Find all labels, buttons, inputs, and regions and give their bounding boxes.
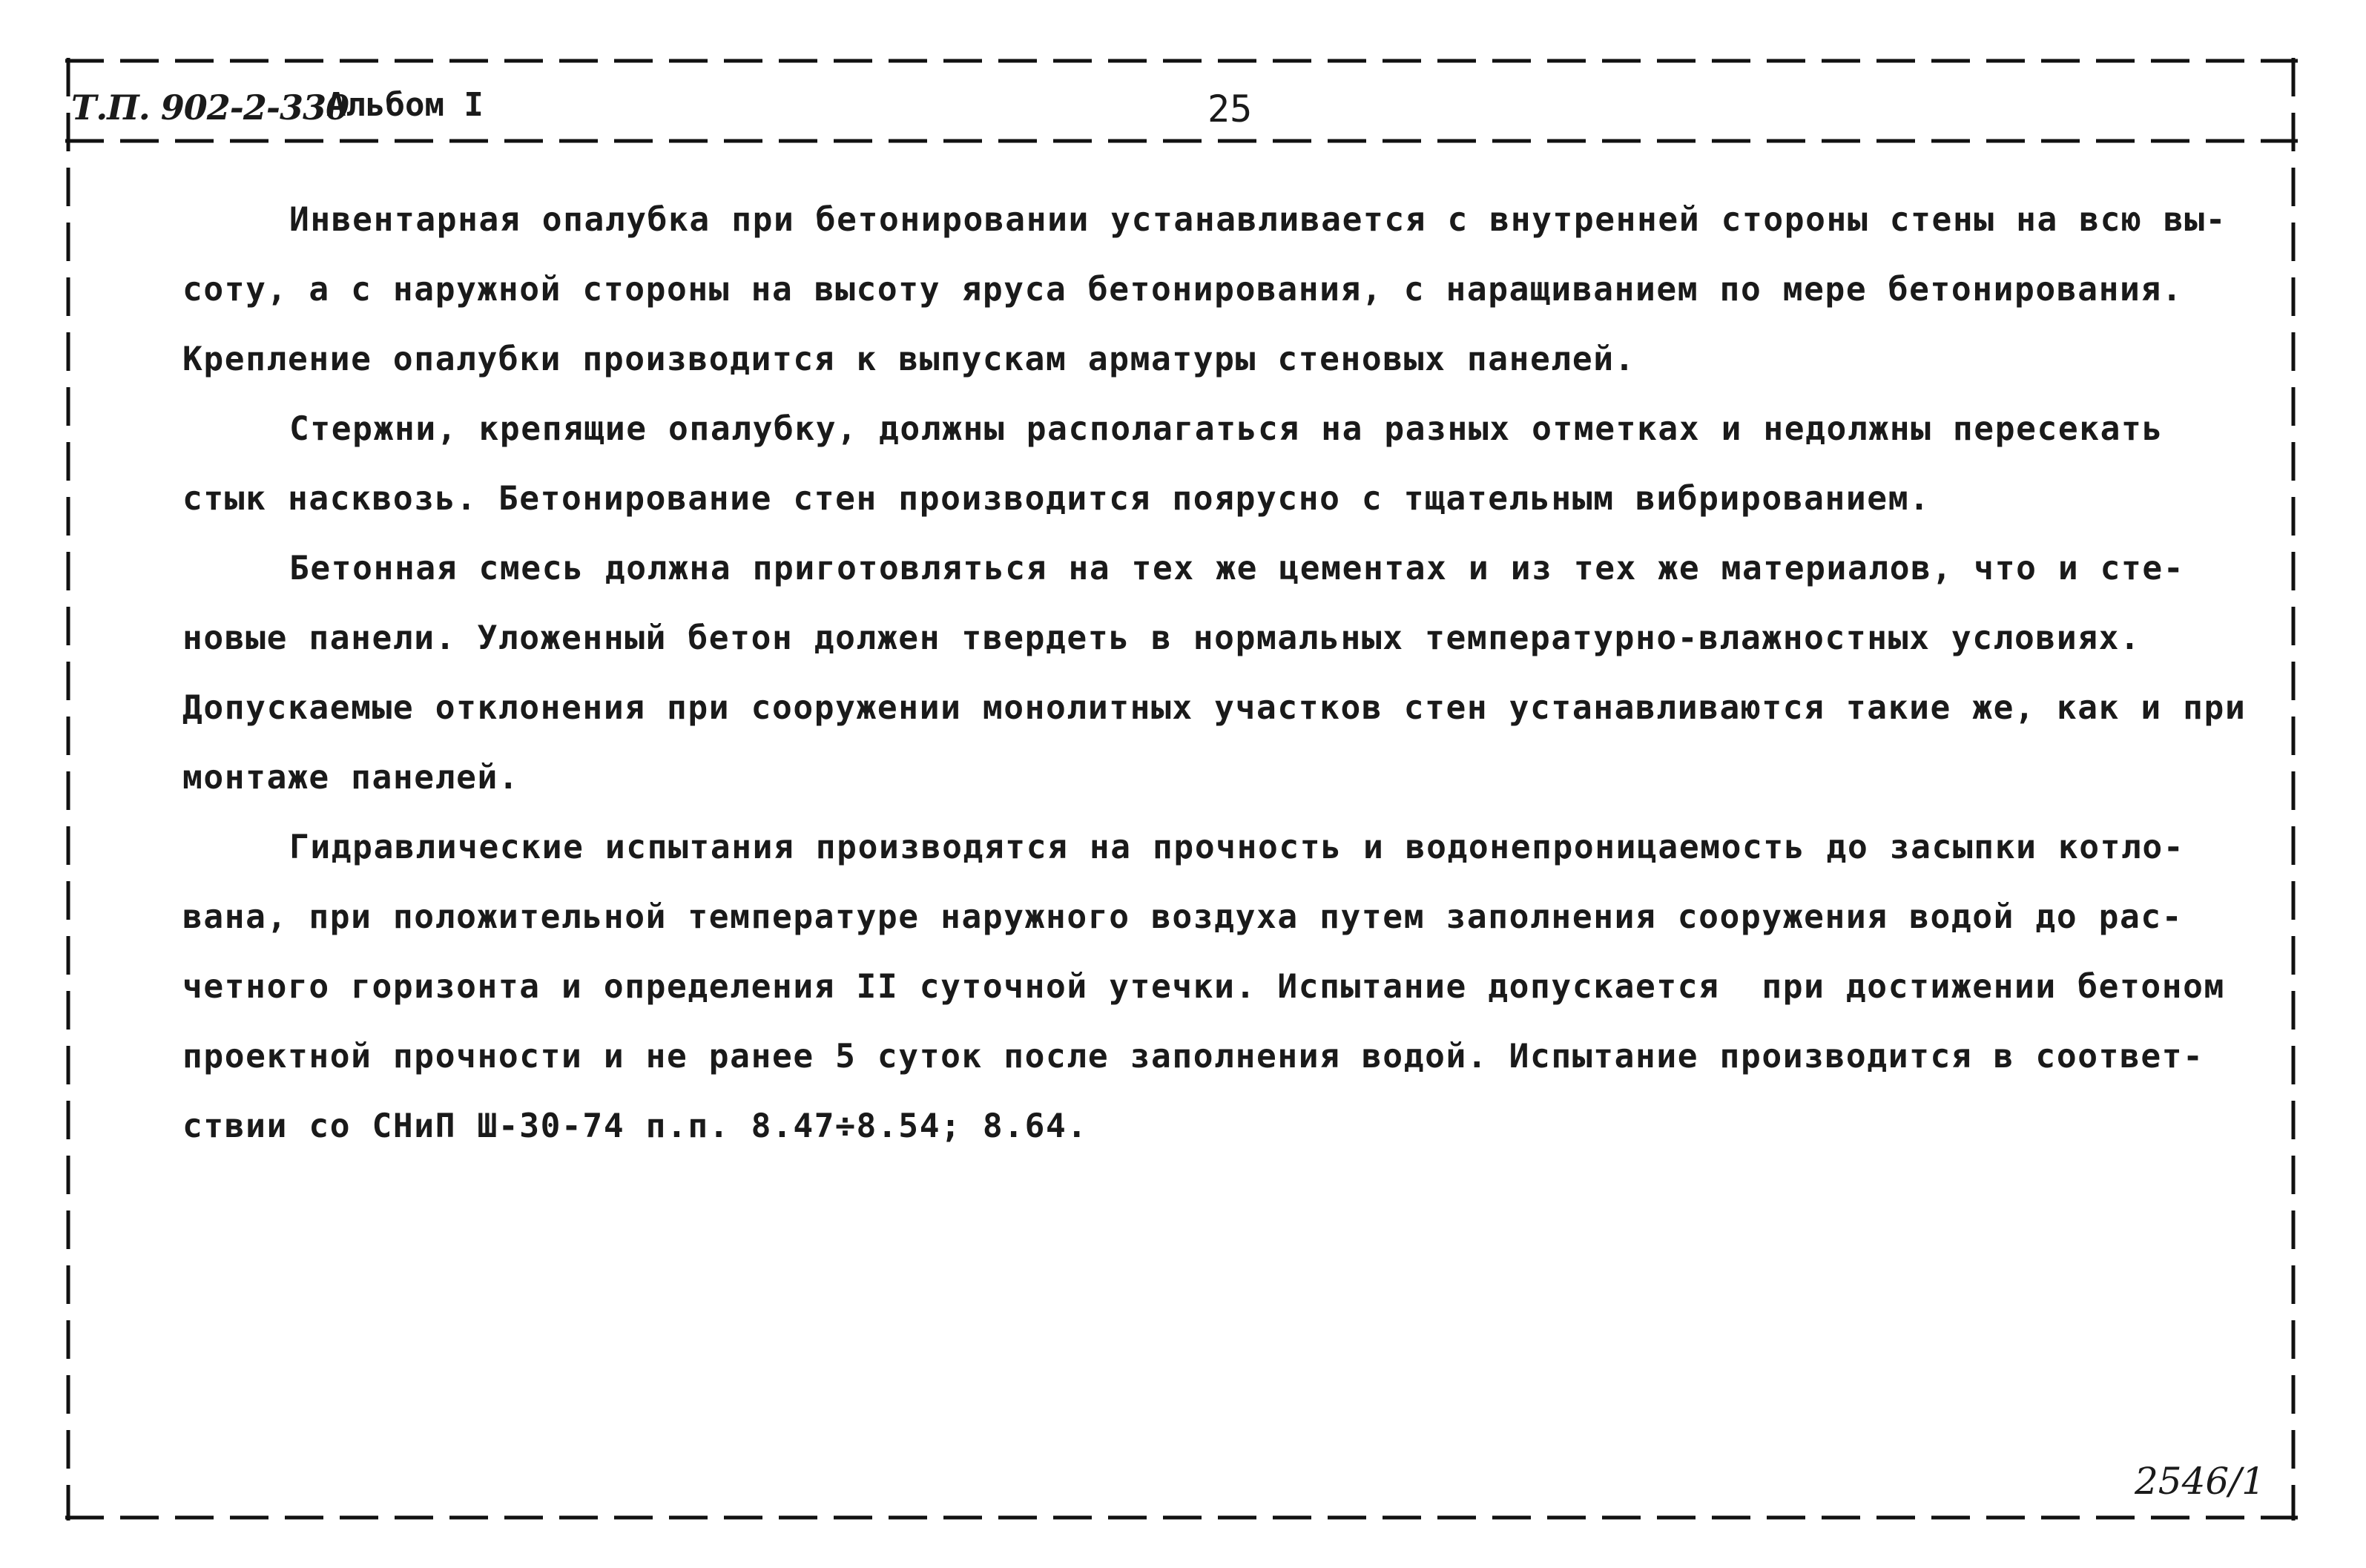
text-line: Инвентарная опалубка при бетонировании устанавливается с внутренней стороны стены на всю вы- (289, 201, 2227, 239)
text-line: Стержни, крепящие опалубку, должны располагаться на разных отметках и недолжны пересекать (289, 410, 2164, 448)
text-line: монтаже панелей. (182, 759, 520, 797)
document-body (182, 185, 2274, 1162)
text-line: Бетонная смесь должна приготовляться на тех же цементах и из тех же материалов, что и сте- (289, 550, 2185, 587)
album-label: Альбом I (326, 86, 484, 124)
text-line: Допускаемые отклонения при сооружении монолитных участков стен устанавливаются такие же, как и при (182, 689, 2247, 727)
text-line: вана, при положительной температуре наружного воздуха путем заполнения сооружения водой до рас- (182, 898, 2184, 936)
document-code: Т.П. 902-2-330 (71, 88, 349, 128)
text-line: четного горизонта и определения II суточной утечки. Испытание допускается при достижении бетоном (182, 968, 2225, 1006)
text-line: новые панели. Уложенный бетон должен твердеть в нормальных температурно-влажностных условиях. (182, 619, 2141, 657)
text-line: проектной прочности и не ранее 5 суток после заполнения водой. Испытание производится в соответ- (182, 1038, 2204, 1075)
text-line: соту, а с наружной стороны на высоту яруса бетонирования, с наращиванием по мере бетонирования. (182, 271, 2184, 309)
paragraph-formwork (182, 185, 2274, 395)
text-line: стык насквозь. Бетонирование стен производится поярусно с тщательным вибрированием. (182, 480, 1931, 518)
paragraph-concrete-mix (182, 534, 2274, 813)
text-line: Гидравлические испытания производятся на прочность и водонепроницаемость до засыпки котло- (289, 829, 2185, 866)
sheet-number: 2546/1 (2135, 1460, 2265, 1503)
page-header (65, 82, 2298, 135)
text-line: Крепление опалубки производится к выпускам арматуры стеновых панелей. (182, 340, 1635, 378)
paragraph-hydraulic-tests (182, 813, 2274, 1162)
paragraph-rods (182, 395, 2274, 534)
page-number: 25 (1207, 88, 1253, 131)
text-line: ствии со СНиП Ш-30-74 п.п. 8.47÷8.54; 8.64. (182, 1107, 1088, 1145)
